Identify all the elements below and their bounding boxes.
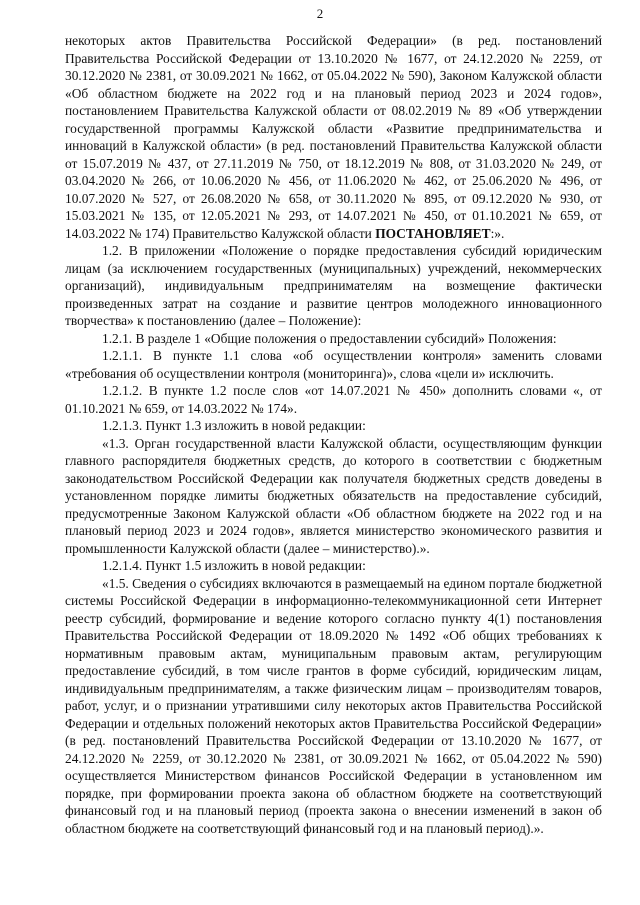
paragraph-text: некоторых актов Правительства Российской Федерации» (в ред. постановлений Правительства Российской Федерации от 13.10.2020 № 1677, от 24.12.2020 № 2259, от 30.12.2020 № 2381, от 30.09.2021 № 1662, от 05.04.2022 № 590), Законом Калужской области «Об областном бюджете на 2022 год и на плановый период 2023 и 2024 годов», постановлением Правительства Калужской области от 08.02.2019 № 89 «Об утверждении государственной программы Калужской области «Развитие предпринимательства и инноваций в Калужской области» (в ред. постановлений Правительства Калужской области от 15.07.2019 № 437, от 27.11.2019 № 750, от 18.12.2019 № 808, от 31.03.2020 № 249, от 03.04.2020 № 266, от 10.06.2020 № 456, от 11.06.2020 № 462, от 25.06.2020 № 496, от 10.07.2020 № 527, от 26.08.2020 № 658, от 30.11.2020 № 895, от 09.12.2020 № 930, от 15.03.2021 № 135, от 12.05.2021 № 293, от 14.07.2021 № 450, от 01.10.2021 № 659, от 14.03.2022 № 174) Правительство Калужской области bbox=[65, 33, 602, 241]
paragraph-clause-1-5: «1.5. Сведения о субсидиях включаются в размещаемый на едином портале бюджетной системы Российской Федерации в информационно-телекоммуникационной сети Интернет реестр субсидий, формирование и ведение которого согласно пункту 4(1) постановления Правительства Российской Федерации от 18.09.2020 № 1492 «Об общих требованиях к нормативным правовым актам, муниципальным правовым актам, регулирующим предоставление субсидий, в том числе грантов в форме субсидий, юридическим лицам, индивидуальным предпринимателям, а также физическим лицам – производителям товаров, работ, услуг, и о признании утратившими силу некоторых актов Правительства Российской Федерации и отдельных положений некоторых актов Правительства Российской Федерации» (в ред. постановлений Правительства Российской Федерации от 13.10.2020 № 1677, от 24.12.2020 № 2259, от 30.12.2020 № 2381, от 30.09.2021 № 1662, от 05.04.2022 № 590) осуществляется Министерством финансов Российской Федерации в установленном им порядке, при формировании проекта закона об областном бюджете на соответствующий финансовый год и на плановый период (проекта закона о внесении изменений в закон об областном бюджете на соответствующий финансовый год и на плановый период).». bbox=[65, 575, 602, 836]
paragraph-preamble-continuation bbox=[65, 32, 602, 242]
paragraph-1-2: 1.2. В приложении «Положение о порядке предоставления субсидий юридическим лицам (за исключением государственных (муниципальных) учреждений, некоммерческих организаций), индивидуальным предпринимателям на возмещение фактически произведенных затрат на создание и развитие центров молодежного инновационного творчества» к постановлению (далее – Положение): bbox=[65, 243, 602, 328]
document-body bbox=[65, 32, 602, 837]
paragraph-tail: :». bbox=[490, 225, 505, 241]
paragraph-1-2-1-3: 1.2.1.3. Пункт 1.3 изложить в новой редакции: bbox=[102, 418, 366, 433]
page-number: 2 bbox=[316, 6, 324, 21]
paragraph-bold-keyword: ПОСТАНОВЛЯЕТ bbox=[375, 225, 491, 241]
paragraph-1-2-1-4: 1.2.1.4. Пункт 1.5 изложить в новой редакции: bbox=[102, 558, 366, 573]
paragraph-1-2-1-1: 1.2.1.1. В пункте 1.1 слова «об осуществлении контроля» заменить словами «требования об осуществлении контроля (мониторинга)», слова «цели и» исключить. bbox=[65, 348, 602, 381]
paragraph-clause-1-3: «1.3. Орган государственной власти Калужской области, осуществляющим функции главного распорядителя бюджетных средств, до которого в соответствии с бюджетным законодательством Российской Федерации как получателя бюджетных средств доведены в установленном порядке лимиты бюджетных обязательств на предоставление субсидий, предусмотренные Законом Калужской области «Об областном бюджете на 2022 год и на плановый период 2023 и 2024 годов», является министерство экономического развития и промышленности Калужской области (далее – министерство).». bbox=[65, 435, 602, 556]
paragraph-1-2-1: 1.2.1. В разделе 1 «Общие положения о предоставлении субсидий» Положения: bbox=[102, 330, 557, 346]
paragraph-1-2-1-2: 1.2.1.2. В пункте 1.2 после слов «от 14.07.2021 № 450» дополнить словами «, от 01.10.2021 № 659, от 14.03.2022 № 174». bbox=[65, 383, 602, 416]
